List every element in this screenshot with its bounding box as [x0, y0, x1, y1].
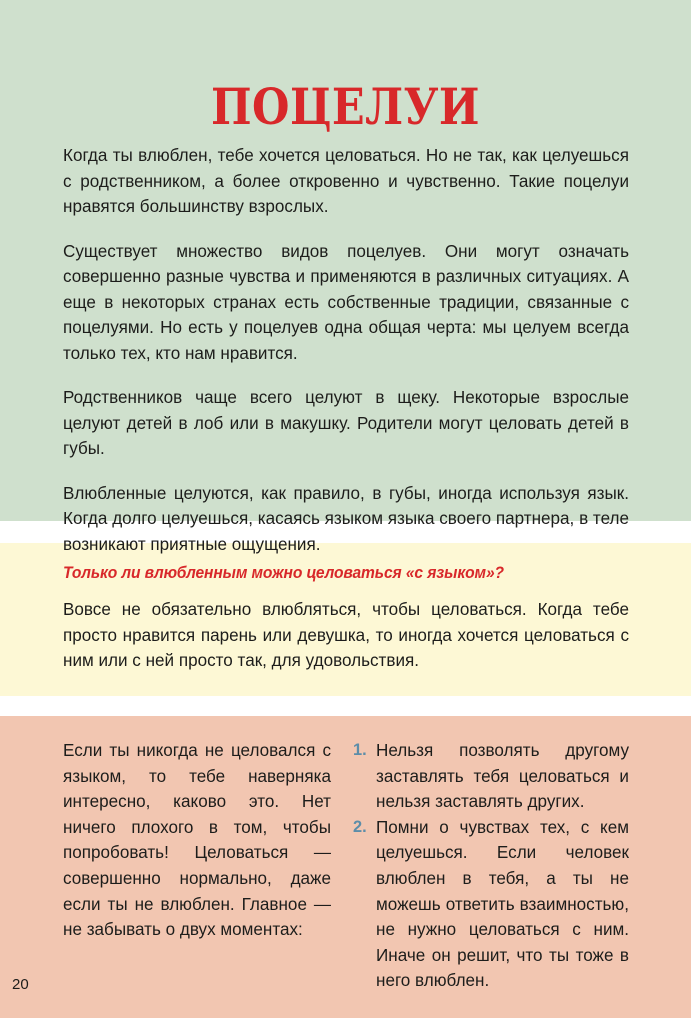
pink-right-column	[353, 738, 629, 994]
list-item	[353, 815, 629, 994]
pink-left-column	[63, 738, 331, 994]
list-item-number: 1.	[353, 741, 367, 759]
page-number: 20	[12, 976, 29, 993]
list-item	[353, 738, 629, 815]
list-item-text: Нельзя позволять другому заставлять тебя целоваться и нельзя заставлять других.	[376, 741, 629, 812]
page-title: ПОЦЕЛУИ	[211, 76, 480, 136]
list-item-text: Помни о чувствах тех, с кем целуешься. Если человек влюблен в тебя, а ты не можешь ответить взаимностью, не нужно целоваться с ним. Иначе он решит, что ты тоже в него влюблен.	[376, 817, 629, 991]
paragraph: Когда ты влюблен, тебе хочется целоваться. Но не так, как целуешься с родственником, а более откровенно и чувственно. Такие поцелуи нравятся большинству взрослых.	[63, 146, 629, 216]
numbered-list	[353, 738, 629, 994]
yellow-callout	[63, 563, 629, 674]
paragraph: Если ты никогда не целовался с языком, то тебе наверняка интересно, каково это. Нет ничего плохого в том, чтобы попробовать! Целоваться — совершенно нормально, даже если ты не влюблен. Главное — не забывать о двух моментах:	[63, 741, 331, 940]
pink-section-columns	[63, 738, 629, 994]
callout-heading: Только ли влюбленным можно целоваться «с языком»?	[63, 564, 504, 582]
list-item-number: 2.	[353, 817, 367, 836]
paragraph: Существует множество видов поцелуев. Они могут означать совершенно разные чувства и применяются в различных ситуациях. А еще в некоторых странах есть собственные традиции, связанные с поцелуями. Но есть у поцелуев одна общая черта: мы целуем всегда только тех, кто нам нравится.	[63, 241, 629, 363]
paragraph: Родственников чаще всего целуют в щеку. Некоторые взрослые целуют детей в лоб или в макушку. Родители могут целовать детей в губы.	[63, 388, 629, 458]
callout-body: Вовсе не обязательно влюбляться, чтобы целоваться. Когда тебе просто нравится парень или девушка, то иногда хочется целоваться с ним или с ней просто так, для удовольствия.	[63, 600, 629, 670]
green-section-body	[63, 143, 629, 557]
paragraph: Влюбленные целуются, как правило, в губы, иногда используя язык. Когда долго целуешься, касаясь языком языка своего партнера, в теле возникают приятные ощущения.	[63, 483, 629, 554]
